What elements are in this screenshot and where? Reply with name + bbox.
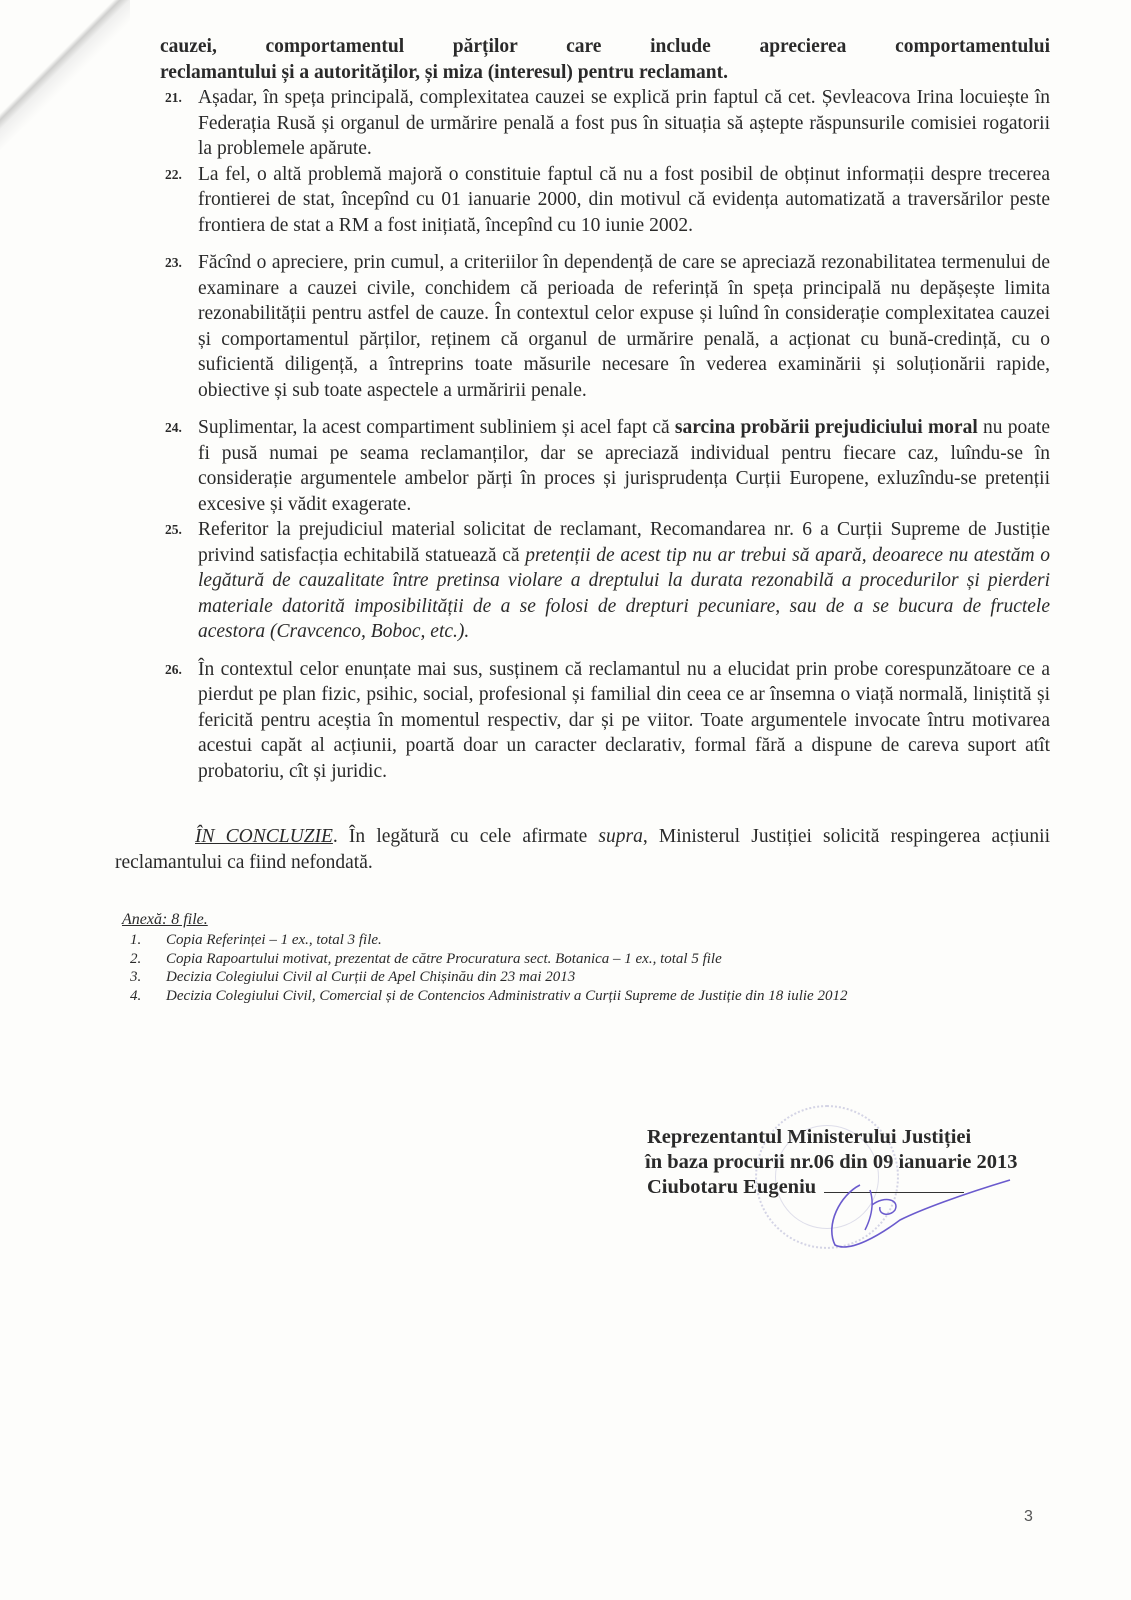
conclusion-italic: supra	[598, 826, 643, 847]
annex-item	[122, 987, 1050, 1006]
paragraph-text: În contextul celor enunțate mai sus, susținem că reclamantul nu a elucidat prin probe corespunzătoare ce a pierdut pe plan fizic, psihic, social, profesional și familial din ceea ce ar însemna o viață normală, liniștită și fericită pentru aceștia în momentul respectiv, dar și pe viitor. Toate argumentele invocate întru motivarea acestui capăt al acțiunii, poartă doar un caracter declarativ, formal fără a dispune de careva suport atît probatoriu, cît și juridic.	[198, 658, 1050, 782]
annex-item-text: Copia Referinței – 1 ex., total 3 file.	[166, 932, 382, 948]
page-number: 3	[1024, 1508, 1033, 1525]
paragraph-bold-text: sarcina probării prejudiciului moral	[674, 417, 978, 438]
signer-title: Reprezentantul Ministerului Justiției	[647, 1126, 972, 1148]
annex-item-number: 3.	[130, 969, 142, 985]
paragraph-number: 23.	[165, 255, 182, 270]
annex-item	[122, 931, 1050, 950]
annex-item	[122, 950, 1050, 969]
lead-line-2: reclamantului și a autorităților, și miza (interesul) pentru reclamant.	[160, 61, 728, 83]
annex-item-number: 1.	[130, 932, 142, 948]
paragraph-number: 24.	[165, 420, 182, 435]
conclusion-text: , Ministerul Justiției solicită respingerea acțiunii reclamantului ca fiind nefondată.	[115, 826, 1050, 873]
annex-list	[122, 931, 1050, 1005]
paragraph-number: 26.	[165, 661, 182, 677]
lead-line-1: cauzei, comportamentul părților care include aprecierea comportamentului	[160, 36, 1050, 57]
paragraph-number: 21.	[165, 90, 182, 105]
conclusion-text: . În legătură cu cele afirmate	[332, 826, 599, 847]
signer-name: Ciubotaru Eugeniu	[647, 1176, 817, 1198]
annex	[122, 911, 1050, 1005]
paragraph-24	[160, 415, 1050, 517]
annex-title: Anexă: 8 file.	[122, 911, 208, 928]
paragraph-text: Suplimentar, la acest compartiment subliniem și acel fapt că	[198, 417, 675, 438]
handwritten-signature-icon	[820, 1175, 1020, 1255]
paragraph-21	[160, 85, 1050, 162]
paragraph-number: 22.	[165, 166, 182, 182]
paragraph-text: nu poate fi pusă numai pe seama reclamanților, dar se apreciază individual pentru fiecare caz, luîndu-se în considerație argumentele ambelor părți în proces și jurisprudența Curții Europene, exluzîndu-se pretenții excesive și vădit exagerate.	[198, 417, 1050, 515]
paragraph-italic-text: pretenții de acest tip nu ar trebui să apară, deoarece nu atestăm o legătură de cauzalitate între pretinsa violare a dreptului la durata rezonabilă a procedurilor și pierderi materiale datorită imposibilității de a se folosi de drepturi pecuniare, sau de a se bucura de fructele acestora (Cravcenco, Boboc, etc.).	[198, 544, 1051, 642]
document-page	[115, 34, 1051, 1005]
paragraph-number: 25.	[165, 522, 182, 537]
paragraph-text: La fel, o altă problemă majoră o constituie faptul că nu a fost posibil de obținut informații despre trecerea frontierei de stat, începînd cu 01 ianuarie 2000, din motivul că evidența automatizată a traversărilor peste frontiera de stat a RM a fost inițiată, începînd cu 10 iunie 2002.	[198, 163, 1050, 236]
conclusion	[115, 824, 1050, 875]
paragraph-22	[160, 162, 1050, 239]
annex-item-text: Copia Rapoartului motivat, prezentat de către Procuratura sect. Botanica – 1 ex., total 5 file	[166, 950, 722, 967]
annex-item	[122, 968, 1050, 987]
signer-authority: în baza procurii nr.06 din 09 ianuarie 2013	[645, 1151, 1018, 1173]
paragraph-text: Referitor la prejudiciul material solicitat de reclamant, Recomandarea nr. 6 a Curții Supreme de Justiție privind satisfacția echitabilă statuează că	[198, 519, 1050, 566]
conclusion-heading: ÎN CONCLUZIE	[195, 826, 333, 847]
page-fold-shadow	[0, 0, 130, 150]
paragraph-26	[160, 657, 1050, 785]
paragraph-text: Făcînd o apreciere, prin cumul, a criteriilor în dependență de care se apreciază rezonabilitatea termenului de examinare a cauzei civile, conchidem că perioada de referință în speța principală nu depășește limita rezonabilității pentru astfel de cauze. În contextul celor expuse și luînd în considerație complexitatea cauzei și comportamentul părților, reținem că organul de urmărire penală, a acționat cu bună-credință, cu o suficientă diligență, a întreprins toate măsurile necesare în vederea examinării și soluționării rapide, obiective și sub toate aspectele a urmăririi penale.	[198, 252, 1050, 401]
paragraph-23	[160, 250, 1050, 403]
annex-item-text: Decizia Colegiului Civil al Curții de Apel Chișinău din 23 mai 2013	[166, 969, 576, 985]
annex-item-number: 2.	[130, 950, 142, 967]
annex-item-number: 4.	[130, 987, 142, 1004]
paragraph-25	[160, 517, 1050, 645]
paragraph-text: Așadar, în speța principală, complexitatea cauzei se explică prin faptul că cet. Șevleacova Irina locuiește în Federația Rusă și organul de urmărire penală a fost pus în situația să aștepte răspunsurile comisiei rogatorii la problemele apărute.	[198, 87, 1050, 159]
annex-item-text: Decizia Colegiului Civil, Comercial și de Contencios Administrativ a Curții Supreme de Justiție din 18 iulie 2012	[166, 987, 848, 1004]
